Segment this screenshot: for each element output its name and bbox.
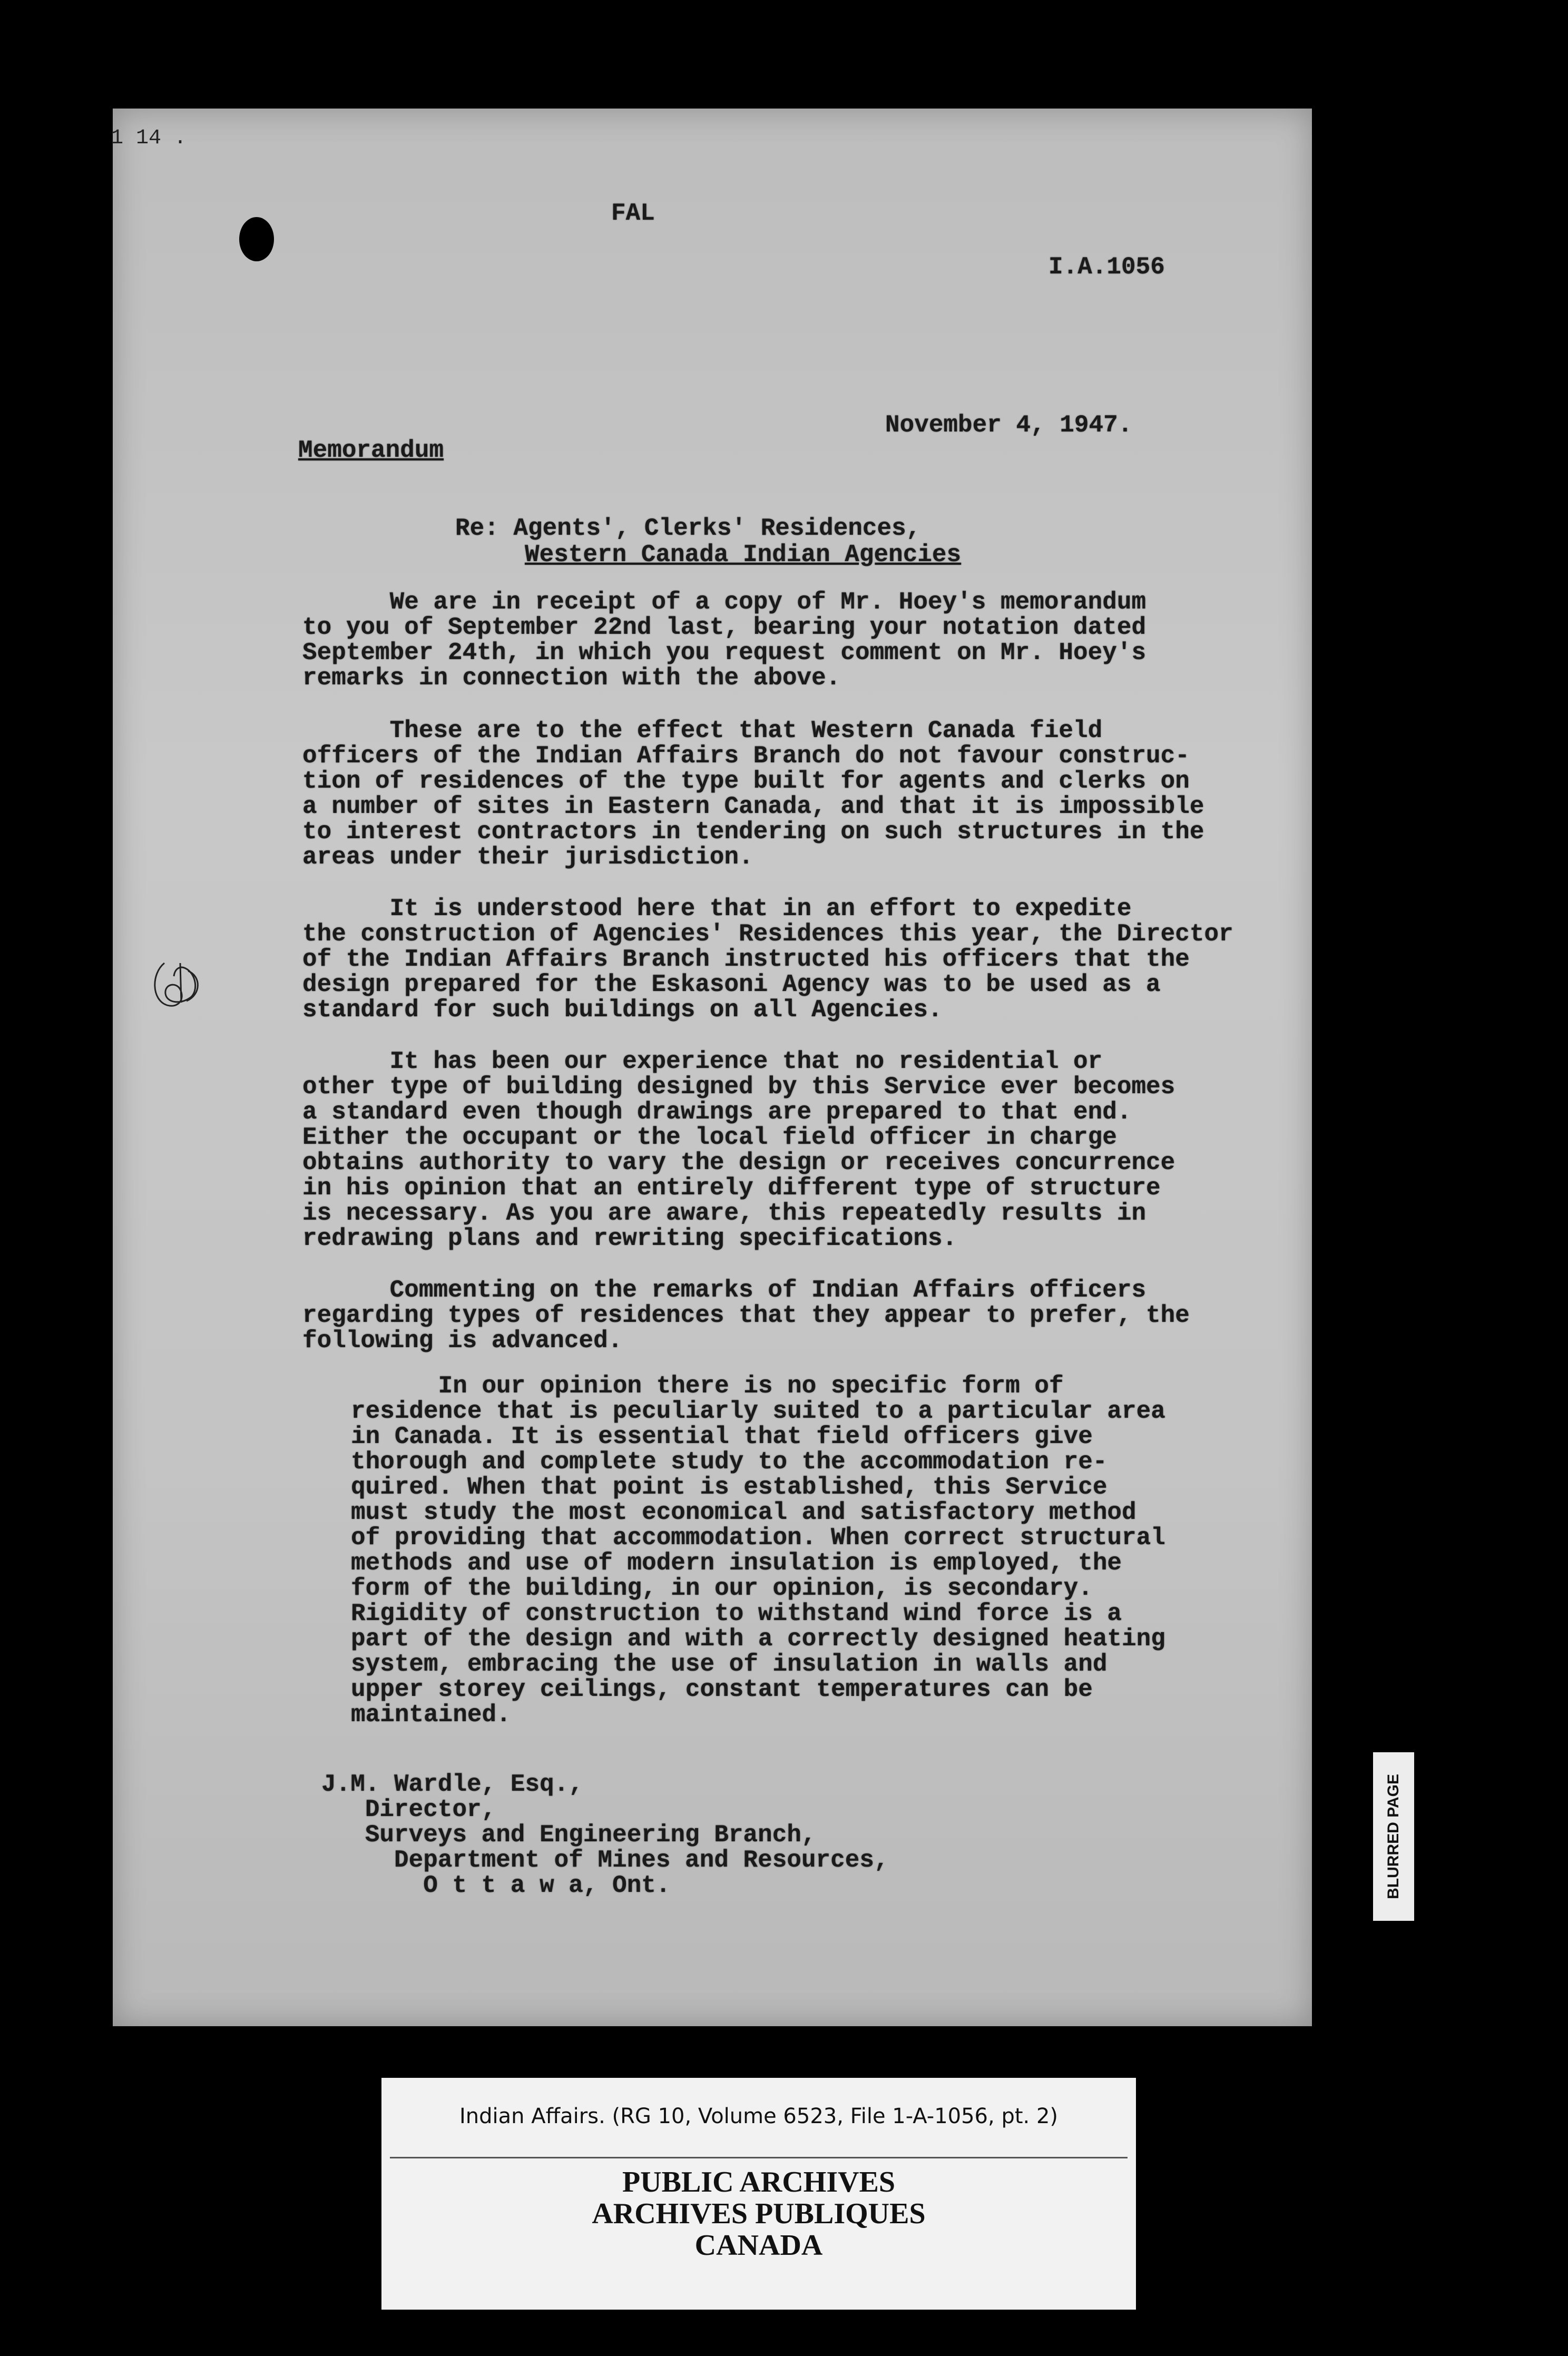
blurred-page-label [1373, 1752, 1414, 1921]
file-reference: I.A.1056 [1048, 253, 1165, 281]
subject-line-2: Western Canada Indian Agencies [525, 541, 962, 568]
addressee-line: O t t a w a, Ont. [321, 1872, 671, 1899]
paragraph-1-line: remarks in connection with the above. [302, 664, 841, 692]
paragraph-5-line: Commenting on the remarks of Indian Affairs officers [302, 1277, 1146, 1304]
stamp-line: PUBLIC ARCHIVES [622, 2166, 896, 2198]
quote-line: maintained. [351, 1701, 511, 1729]
quote-line: methods and use of modern insulation is employed, the [351, 1549, 1122, 1577]
quote-line: Rigidity of construction to withstand wind force is a [351, 1600, 1122, 1627]
caption-divider [390, 2157, 1128, 2158]
blurred-page-text: BLURRED PAGE [1385, 1774, 1403, 1899]
paragraph-5-line: following is advanced. [302, 1327, 623, 1354]
corner-mark: 1 14 . [111, 126, 187, 150]
paragraph-4-line: redrawing plans and rewriting specifications. [302, 1225, 957, 1252]
memo-date: November 4, 1947. [885, 411, 1133, 439]
archive-stamp [381, 2166, 1136, 2261]
paragraph-1-line: September 24th, in which you request comment on Mr. Hoey's [302, 639, 1146, 666]
stamp-line: ARCHIVES PUBLIQUES [592, 2197, 926, 2230]
quote-line: residence that is peculiarly suited to a particular area [351, 1398, 1165, 1425]
memo-heading: Memorandum [298, 437, 444, 464]
addressee-line: Surveys and Engineering Branch, [321, 1821, 816, 1849]
paragraph-1-line: We are in receipt of a copy of Mr. Hoey's memorandum [302, 588, 1146, 616]
paragraph-5-line: regarding types of residences that they appear to prefer, the [302, 1302, 1190, 1329]
quote-line: upper storey ceilings, constant temperatures can be [351, 1676, 1093, 1703]
archive-caption [381, 2078, 1136, 2310]
paragraph-3-line: of the Indian Affairs Branch instructed his officers that the [302, 946, 1190, 973]
quote-line: quired. When that point is established, this Service [351, 1474, 1108, 1501]
archive-reference: Indian Affairs. (RG 10, Volume 6523, File 1-A-1056, pt. 2) [459, 2104, 1058, 2128]
punch-hole [239, 217, 274, 261]
addressee-line: J.M. Wardle, Esq., [321, 1771, 583, 1798]
quote-line: of providing that accommodation. When correct structural [351, 1524, 1165, 1552]
stamp-line: CANADA [694, 2229, 823, 2262]
paragraph-4-line: a standard even though drawings are prepared to that end. [302, 1098, 1132, 1126]
paragraph-4-line: other type of building designed by this Service ever becomes [302, 1073, 1175, 1101]
quote-line: form of the building, in our opinion, is secondary. [351, 1575, 1093, 1602]
quote-line: system, embracing the use of insulation in walls and [351, 1651, 1108, 1678]
paragraph-3-line: the construction of Agencies' Residences this year, the Director [302, 920, 1233, 948]
paragraph-2-line: tion of residences of the type built for agents and clerks on [302, 768, 1190, 795]
quote-line: part of the design and with a correctly designed heating [351, 1625, 1165, 1653]
quote-line: in Canada. It is essential that field officers give [351, 1423, 1093, 1450]
paragraph-3-line: standard for such buildings on all Agencies. [302, 996, 943, 1024]
quote-line: In our opinion there is no specific form of [351, 1372, 1064, 1400]
addressee-line: Director, [321, 1796, 496, 1823]
paragraph-4-line: Either the occupant or the local field officer in charge [302, 1124, 1117, 1151]
paragraph-2-line: a number of sites in Eastern Canada, and that it is impossible [302, 793, 1204, 820]
paragraph-2-line: to interest contractors in tendering on such structures in the [302, 818, 1204, 846]
paragraph-4-line: obtains authority to vary the design or receives concurrence [302, 1149, 1175, 1176]
paragraph-4-line: is necessary. As you are aware, this repeatedly results in [302, 1200, 1146, 1227]
paragraph-2-line: areas under their jurisdiction. [302, 843, 753, 871]
paragraph-3-line: It is understood here that in an effort to expedite [302, 895, 1132, 922]
paragraph-2-line: officers of the Indian Affairs Branch do not favour construc- [302, 742, 1190, 770]
paragraph-1-line: to you of September 22nd last, bearing your notation dated [302, 614, 1146, 641]
addressee-line: Department of Mines and Resources, [321, 1847, 889, 1874]
paragraph-3-line: design prepared for the Eskasoni Agency was to be used as a [302, 971, 1161, 998]
quote-line: must study the most economical and satisfactory method [351, 1499, 1136, 1526]
handwritten-initials-icon [149, 953, 207, 1016]
quote-line: thorough and complete study to the accommodation re- [351, 1448, 1108, 1476]
paragraph-4-line: in his opinion that an entirely different type of structure [302, 1174, 1161, 1202]
initials-mark: FAL [611, 200, 655, 227]
subject-line-1: Re: Agents', Clerks' Residences, [455, 515, 921, 542]
paragraph-4-line: It has been our experience that no residential or [302, 1048, 1103, 1075]
paragraph-2-line: These are to the effect that Western Canada field [302, 717, 1103, 744]
